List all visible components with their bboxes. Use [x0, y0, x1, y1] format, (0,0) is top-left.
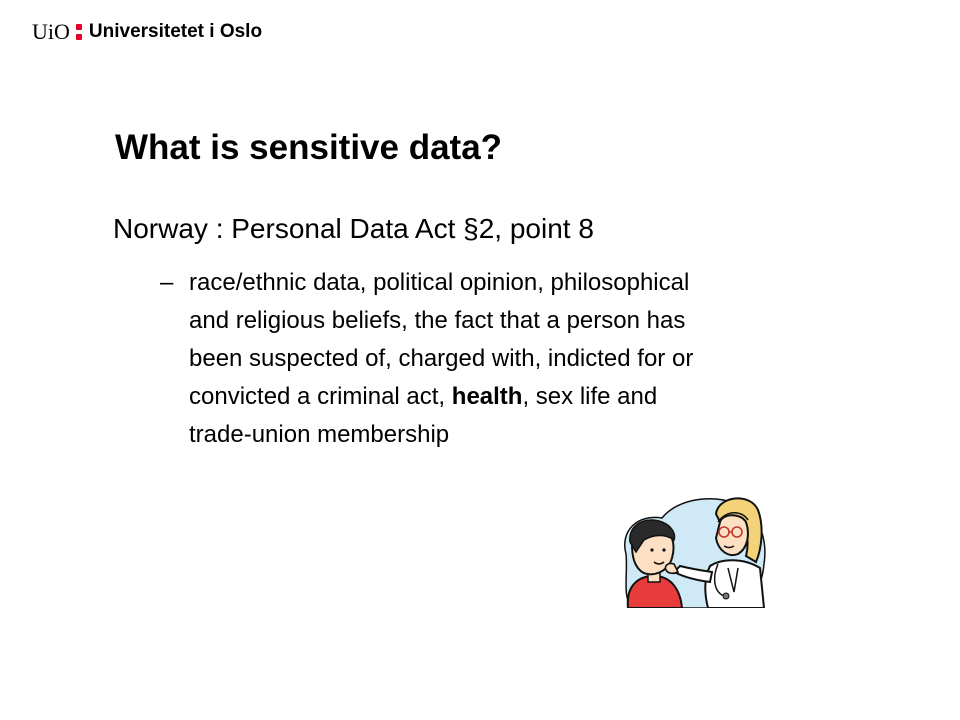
bullet-level2-text: [189, 264, 879, 454]
health-emphasis: health: [451, 383, 523, 410]
bullet-line: been suspected of, charged with, indicted for or: [189, 345, 694, 372]
logo-colon-icon: [76, 22, 82, 42]
bullet-line-part: , sex life and: [522, 383, 658, 410]
bullet-level2: [160, 264, 880, 454]
bullet-line: trade-union membership: [189, 421, 450, 448]
bullet-line: and religious beliefs, the fact that a person has: [189, 307, 686, 334]
bullet-line: [189, 378, 879, 416]
doctor-patient-illustration: [618, 492, 768, 608]
bullet-line-part: convicted a criminal act,: [189, 383, 452, 410]
bullet-level1: Norway : Personal Data Act §2, point 8: [113, 213, 594, 244]
logo-name: Universitetet i Oslo: [88, 21, 263, 42]
slide-title: What is sensitive data?: [115, 128, 503, 167]
bullet-dash: –: [160, 269, 174, 296]
bullet-line: race/ethnic data, political opinion, philosophical: [189, 269, 690, 296]
logo-abbrev: UiO: [32, 19, 70, 44]
uio-logo: [32, 16, 262, 48]
